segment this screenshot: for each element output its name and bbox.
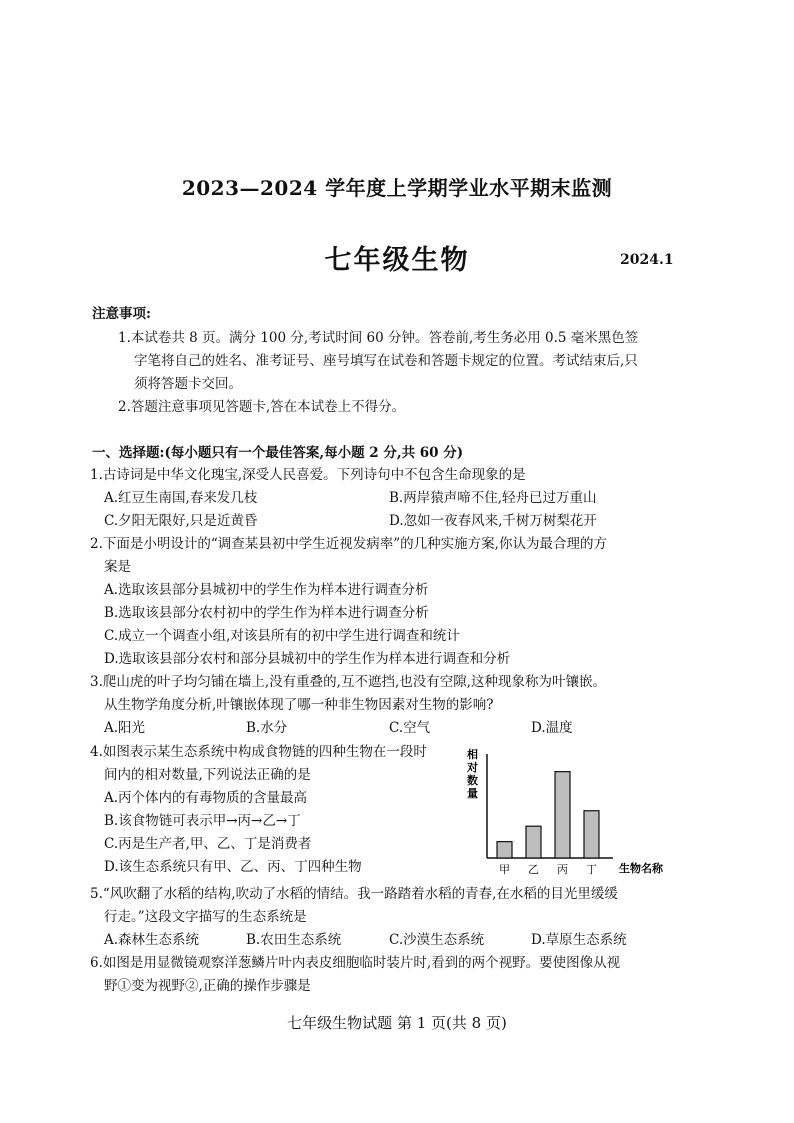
q3-stem-line1: 3.爬山虎的叶子均匀铺在墙上,没有重叠的,互不遮挡,也没有空隙,这种现象称为叶镶嵌。: [90, 674, 607, 690]
q6-stem-line1: 6.如图是用显微镜观察洋葱鳞片叶内表皮细胞临时装片时,看到的两个视野。要使图像从视: [90, 955, 621, 971]
notes-item1-line1: 1.本试卷共 8 页。满分 100 分,考试时间 60 分钟。答卷前,考生务必用 0.5 毫米黑色签: [118, 330, 639, 346]
q6-stem-line2: 野①变为视野②,正确的操作步骤是: [104, 978, 311, 994]
bar-丙: [555, 772, 570, 858]
q3-option-d: D.温度: [531, 720, 573, 736]
q4-stem-line2: 间内的相对数量,下列说法正确的是: [104, 767, 311, 783]
exam-date: 2024.1: [620, 252, 674, 268]
q5-stem-line2: 行走。”这段文字描写的生态系统是: [104, 909, 307, 925]
q3-option-a: A.阳光: [104, 720, 146, 736]
q4-option-c: C.丙是生产者,甲、乙、丁是消费者: [104, 836, 312, 852]
bar-乙: [526, 826, 541, 858]
q1-option-a: A.红豆生南国,春来发几枝: [104, 490, 258, 506]
q5-option-d: D.草原生态系统: [531, 932, 627, 948]
notes-heading: 注意事项:: [92, 306, 151, 322]
q1-option-b: B.两岸猿声啼不住,轻舟已过万重山: [389, 490, 597, 506]
q5-option-c: C.沙漠生态系统: [389, 932, 485, 948]
tick-label-丁: 丁: [586, 863, 597, 876]
tick-label-乙: 乙: [528, 863, 539, 876]
q4-bar-chart: [463, 746, 703, 886]
q5-stem-line1: 5.“风吹翻了水稻的结构,吹动了水稻的情结。我一路踏着水稻的青春,在水稻的目光里缓缓: [90, 886, 618, 902]
q5-option-b: B.农田生态系统: [246, 932, 342, 948]
q5-option-a: A.森林生态系统: [104, 932, 200, 948]
q4-option-a: A.丙个体内的有毒物质的含量最高: [104, 790, 308, 806]
chart-x-label: 生物名称: [619, 862, 663, 875]
bar-丁: [584, 811, 599, 858]
q2-stem-line2: 案是: [104, 559, 131, 575]
exam-title: 2023—2024 学年度上学期学业水平期末监测: [181, 176, 613, 200]
q1-option-c: C.夕阳无限好,只是近黄昏: [104, 513, 258, 529]
tick-label-丙: 丙: [557, 863, 568, 876]
q4-option-b: B.该食物链可表示甲→丙→乙→丁: [104, 813, 301, 829]
tick-label-甲: 甲: [499, 863, 510, 876]
notes-item1-line2: 字笔将自己的姓名、准考证号、座号填写在试卷和答题卡规定的位置。考试结束后,只: [134, 353, 638, 369]
q4-stem-line1: 4.如图表示某生态系统中构成食物链的四种生物在一段时: [90, 744, 427, 760]
bar-甲: [497, 842, 512, 858]
q3-option-b: B.水分: [246, 720, 288, 736]
q2-option-b: B.选取该县部分农村初中的学生作为样本进行调查分析: [104, 605, 429, 621]
q2-option-a: A.选取该县部分县城初中的学生作为样本进行调查分析: [104, 582, 429, 598]
page-footer: 七年级生物试题 第 1 页(共 8 页): [287, 1014, 507, 1032]
q2-option-c: C.成立一个调查小组,对该县所有的初中学生进行调查和统计: [104, 628, 460, 644]
section1-heading: 一、选择题:(每小题只有一个最佳答案,每小题 2 分,共 60 分): [92, 445, 464, 461]
notes-item2: 2.答题注意事项见答题卡,答在本试卷上不得分。: [118, 399, 406, 415]
q1-option-d: D.忽如一夜春风来,千树万树梨花开: [389, 513, 597, 529]
notes-item1-line3: 须将答题卡交回。: [134, 376, 242, 392]
q1-stem: 1.古诗词是中华文化瑰宝,深受人民喜爱。下列诗句中不包含生命现象的是: [90, 467, 526, 483]
chart-y-label: 相对数量: [467, 748, 478, 800]
q4-option-d: D.该生态系统只有甲、乙、丙、丁四种生物: [104, 859, 362, 875]
q2-option-d: D.选取该县部分农村和部分县城初中的学生作为样本进行调查和分析: [104, 651, 511, 667]
q3-stem-line2: 从生物学角度分析,叶镶嵌体现了哪一种非生物因素对生物的影响?: [104, 697, 494, 713]
q2-stem-line1: 2.下面是小明设计的“调查某县初中学生近视发病率”的几种实施方案,你认为最合理的方: [90, 536, 607, 552]
exam-subject: 七年级生物: [324, 245, 470, 276]
q3-option-c: C.空气: [389, 720, 431, 736]
